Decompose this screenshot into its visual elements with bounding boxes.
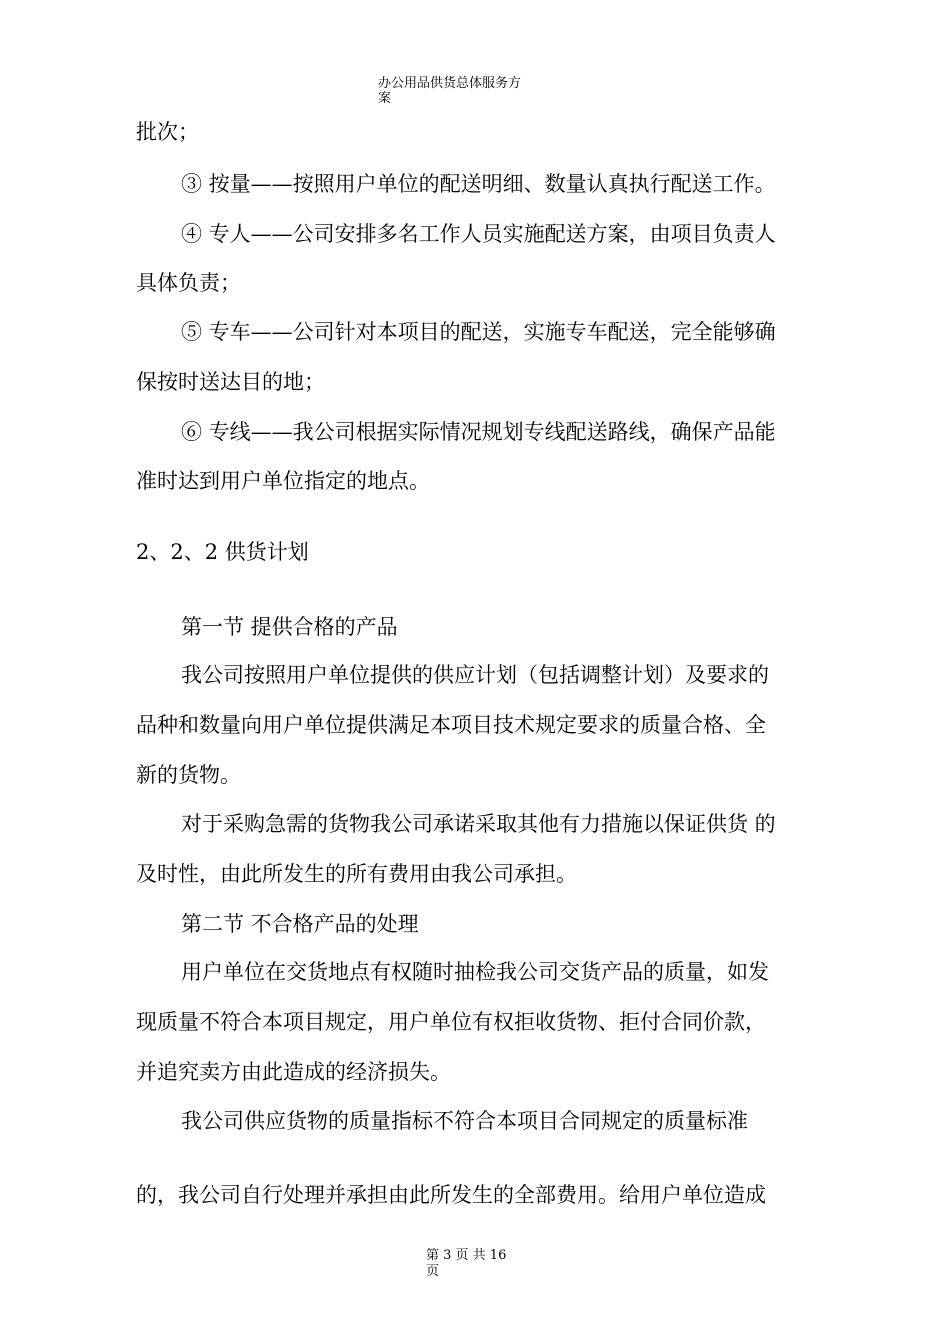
text-line-6: 保按时送达目的地； xyxy=(136,370,325,394)
text-line-7: ⑥ 专线——我公司根据实际情况规划专线配送路线，确保产品能 xyxy=(181,420,776,444)
text-line-8: 准时达到用户单位指定的地点。 xyxy=(136,469,430,493)
text-line-21: 的，我公司自行处理并承担由此所发生的全部费用。给用户单位造成 xyxy=(136,1183,766,1207)
text-line-15: 及时性，由此所发生的所有费用由我公司承担。 xyxy=(136,862,577,886)
page-footer xyxy=(426,1248,546,1280)
text-line-17: 用户单位在交货地点有权随时抽检我公司交货产品的质量，如发 xyxy=(181,960,769,984)
subsection-heading-1: 第一节 提供合格的产品 xyxy=(181,615,398,639)
text-line-18: 现质量不符合本项目规定，用户单位有权拒收货物、拒付合同价款， xyxy=(136,1010,766,1034)
page-number-line-1: 第 3 页 共 16 xyxy=(426,1248,507,1263)
text-line-20: 我公司供应货物的质量指标不符合本项目合同规定的质量标准 xyxy=(181,1109,748,1133)
text-line-5: ⑤ 专车——公司针对本项目的配送，实施专车配送，完全能够确 xyxy=(181,320,776,344)
section-heading: 2、2、2 供货计划 xyxy=(136,540,309,564)
page-header xyxy=(378,76,578,106)
header-title-line-1: 办公用品供货总体服务方 xyxy=(378,76,522,91)
subsection-heading-2: 第二节 不合格产品的处理 xyxy=(181,912,419,936)
text-line-19: 并追究卖方由此造成的经济损失。 xyxy=(136,1060,451,1084)
text-line-13: 新的货物。 xyxy=(136,763,241,787)
text-line-14: 对于采购急需的货物我公司承诺采取其他有力措施以保证供货 的 xyxy=(181,812,776,836)
text-line-11: 我公司按照用户单位提供的供应计划（包括调整计划）及要求的 xyxy=(181,663,769,687)
text-line-1: 批次； xyxy=(136,120,199,144)
text-line-2: ③ 按量——按照用户单位的配送明细、数量认真执行配送工作。 xyxy=(181,172,776,196)
text-line-4: 具体负责； xyxy=(136,271,241,295)
page-number-line-2: 页 xyxy=(426,1264,440,1279)
text-line-12: 品种和数量向用户单位提供满足本项目技术规定要求的质量合格、全 xyxy=(136,713,766,737)
header-title-line-2: 案 xyxy=(378,91,392,106)
text-line-3: ④ 专人——公司安排多名工作人员实施配送方案，由项目负责人 xyxy=(181,222,776,246)
